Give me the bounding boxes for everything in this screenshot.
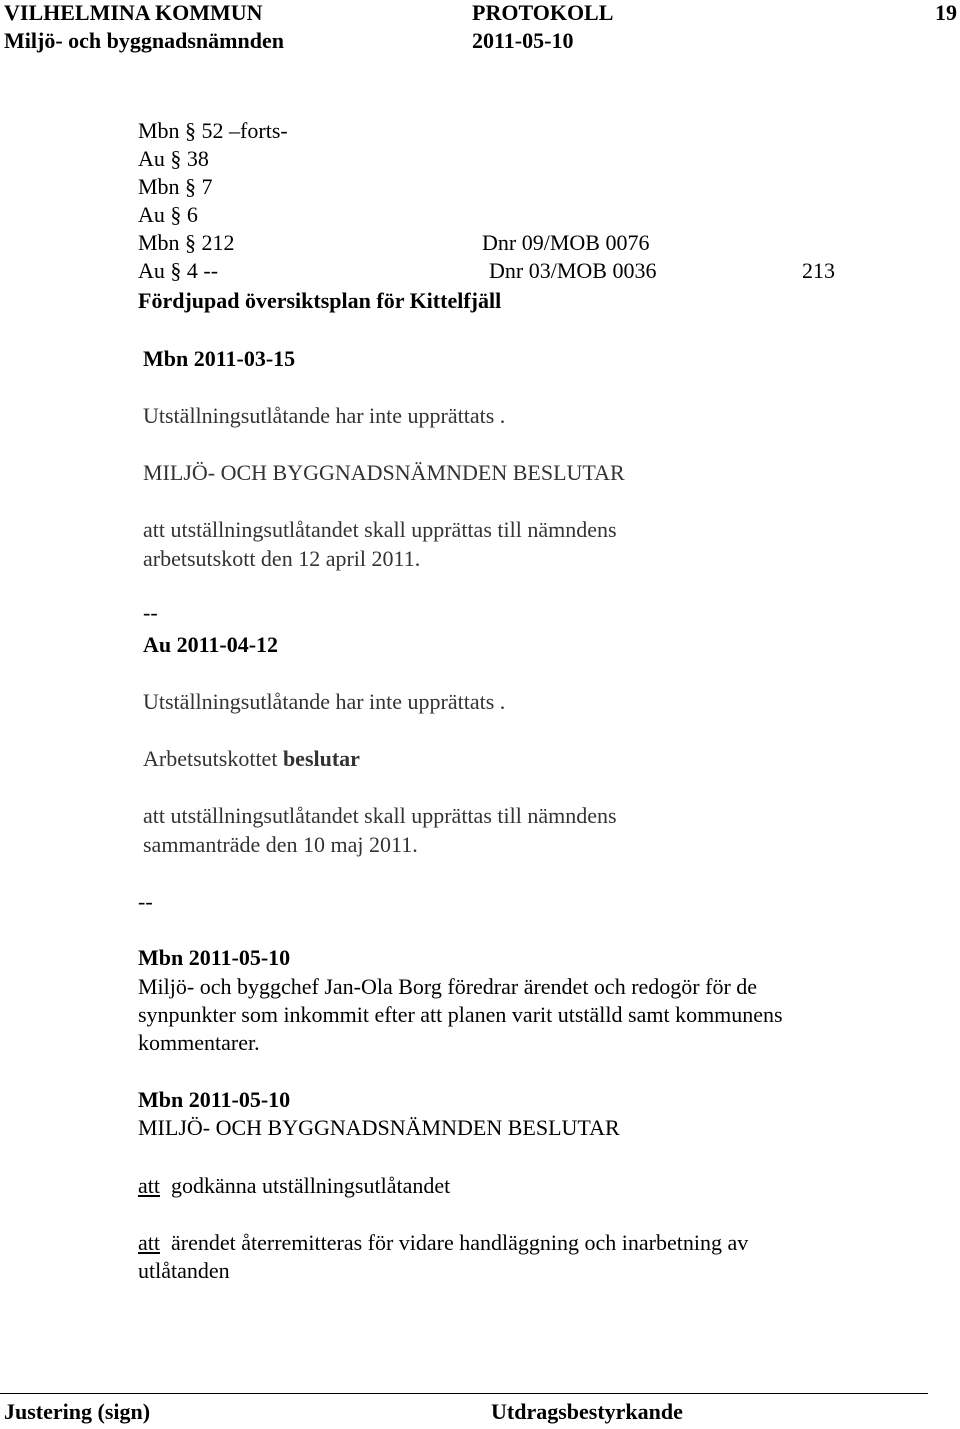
s1-heading: Mbn 2011-03-15 (143, 346, 296, 371)
ref-mbn-212: Mbn § 212 (138, 230, 235, 255)
s1-decision: MILJÖ- OCH BYGGNADSNÄMNDEN BESLUTAR (143, 460, 625, 485)
page-number: 19 (935, 0, 957, 25)
ref-au-6: Au § 6 (138, 202, 198, 227)
s3-line-2: synpunkter som inkommit efter att planen varit utställd samt kommunens (138, 1002, 783, 1027)
s4-att-keyword-2: att (138, 1230, 160, 1255)
s1-separator: -- (143, 600, 158, 625)
s1-paragraph: Utställningsutlåtande har inte upprättats . (143, 403, 506, 428)
ref-au-38: Au § 38 (138, 146, 209, 171)
s4-decision: MILJÖ- OCH BYGGNADSNÄMNDEN BESLUTAR (138, 1115, 620, 1140)
s2-heading: Au 2011-04-12 (143, 632, 279, 657)
ref-mbn-7: Mbn § 7 (138, 174, 213, 199)
s4-att-text-2: ärendet återremitteras för vidare handläggning och inarbetning av (171, 1230, 749, 1255)
s2-att-line-1: att utställningsutlåtandet skall upprättas till nämndens (143, 803, 617, 828)
s2-decision-subject: Arbetsutskottet (143, 746, 278, 771)
ref-dnr-2: Dnr 03/MOB 0036 (489, 258, 657, 283)
s4-att-item-1 (138, 1172, 450, 1200)
ref-paragraph-number: 213 (802, 258, 835, 283)
footer-utdragsbestyrkande: Utdragsbestyrkande (491, 1399, 683, 1424)
s4-att-keyword-1: att (138, 1173, 160, 1198)
s2-separator: -- (138, 889, 153, 914)
s4-heading: Mbn 2011-05-10 (138, 1087, 291, 1112)
footer-rule (0, 1393, 928, 1394)
ref-au-4: Au § 4 -- (138, 258, 219, 283)
ref-dnr-1: Dnr 09/MOB 0076 (482, 230, 650, 255)
ref-mbn-52: Mbn § 52 –forts- (138, 118, 288, 143)
subject-title: Fördjupad översiktsplan för Kittelfjäll (138, 288, 502, 313)
s4-att-item-2 (138, 1229, 748, 1257)
header-doc-type: PROTOKOLL (472, 0, 614, 25)
s3-line-3: kommentarer. (138, 1030, 260, 1055)
s2-decision (143, 745, 360, 773)
s4-att-text-1: godkänna utställningsutlåtandet (171, 1173, 451, 1198)
s1-att-line-1: att utställningsutlåtandet skall upprättas till nämndens (143, 517, 617, 542)
header-committee: Miljö- och byggnadsnämnden (4, 28, 284, 53)
footer-justering: Justering (sign) (4, 1399, 151, 1424)
s2-decision-verb: beslutar (282, 746, 360, 771)
s2-att-line-2: sammanträde den 10 maj 2011. (143, 832, 418, 857)
header-org: VILHELMINA KOMMUN (4, 0, 263, 25)
s2-paragraph: Utställningsutlåtande har inte upprättats . (143, 689, 506, 714)
s4-att-item-2-cont: utlåtanden (138, 1258, 230, 1283)
header-date: 2011-05-10 (472, 28, 574, 53)
s1-att-line-2: arbetsutskott den 12 april 2011. (143, 546, 421, 571)
s3-line-1: Miljö- och byggchef Jan-Ola Borg föredrar ärendet och redogör för de (138, 974, 758, 999)
s3-heading: Mbn 2011-05-10 (138, 945, 291, 970)
